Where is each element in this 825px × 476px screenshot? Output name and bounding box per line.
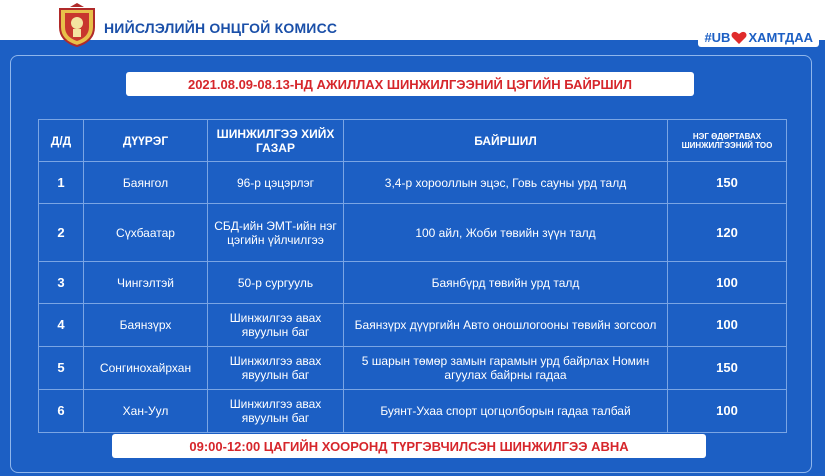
place-cell: Шинжилгээ авах явуулын баг [208,390,344,433]
row-number: 3 [39,262,84,304]
col-header-daily-count: НЭГ ӨДӨРТАВАХ ШИНЖИЛГЭЭНИЙ ТОО [668,120,787,162]
row-number: 2 [39,204,84,262]
district-cell: Сонгинохайрхан [84,347,208,390]
district-cell: Баянзүрх [84,304,208,347]
row-number: 4 [39,304,84,347]
district-cell: Хан-Уул [84,390,208,433]
district-cell: Чингэлтэй [84,262,208,304]
col-header-no: Д/Д [39,120,84,162]
place-cell: 50-р сургууль [208,262,344,304]
place-cell: Шинжилгээ авах явуулын баг [208,347,344,390]
count-cell: 150 [668,347,787,390]
org-name: НИЙСЛЭЛИЙН ОНЦГОЙ КОМИСС [104,20,338,36]
district-cell: Баянгол [84,162,208,204]
table-row [39,347,787,390]
location-cell: Буянт-Ухаа спорт цогцолборын гадаа талбай [344,390,668,433]
testing-locations-table [38,119,787,433]
location-cell: 5 шарын төмөр замын гарамын урд байрлах Номин агуулах байрны гадаа [344,347,668,390]
place-cell: СБД-ийн ЭМТ-ийн нэг цэгийн үйлчилгээ [208,204,344,262]
col-header-district: ДҮҮРЭГ [84,120,208,162]
location-cell: 100 айл, Жоби төвийн зүүн талд [344,204,668,262]
city-emblem-icon [56,3,98,47]
count-cell: 100 [668,304,787,347]
col-header-location: БАЙРШИЛ [344,120,668,162]
count-cell: 100 [668,390,787,433]
place-cell: Шинжилгээ авах явуулын баг [208,304,344,347]
count-cell: 120 [668,204,787,262]
row-number: 6 [39,390,84,433]
table-row [39,390,787,433]
row-number: 1 [39,162,84,204]
table-row [39,204,787,262]
location-cell: Баянбүрд төвийн урд талд [344,262,668,304]
location-cell: Баянзүрх дүүргийн Авто оношлогооны төвийн зогсоол [344,304,668,347]
count-cell: 150 [668,162,787,204]
table-row [39,262,787,304]
place-cell: 96-р цэцэрлэг [208,162,344,204]
hashtag-prefix: #UB [704,30,731,45]
page-title: 2021.08.09-08.13-НД АЖИЛЛАХ ШИНЖИЛГЭЭНИЙ ЦЭГИЙН БАЙРШИЛ [126,72,694,96]
footer-notice: 09:00-12:00 ЦАГИЙН ХООРОНД ТҮРГЭВЧИЛСЭН ШИНЖИЛГЭЭ АВНА [112,434,706,458]
table-row [39,304,787,347]
hashtag-badge [698,28,819,47]
location-cell: 3,4-р хорооллын эцэс, Говь сауны урд талд [344,162,668,204]
table-header-row [39,120,787,162]
count-cell: 100 [668,262,787,304]
row-number: 5 [39,347,84,390]
heart-icon [731,31,747,45]
hashtag-suffix: ХАМТДАА [748,30,813,45]
district-cell: Сүхбаатар [84,204,208,262]
col-header-place: ШИНЖИЛГЭЭ ХИЙХ ГАЗАР [208,120,344,162]
table-row [39,162,787,204]
